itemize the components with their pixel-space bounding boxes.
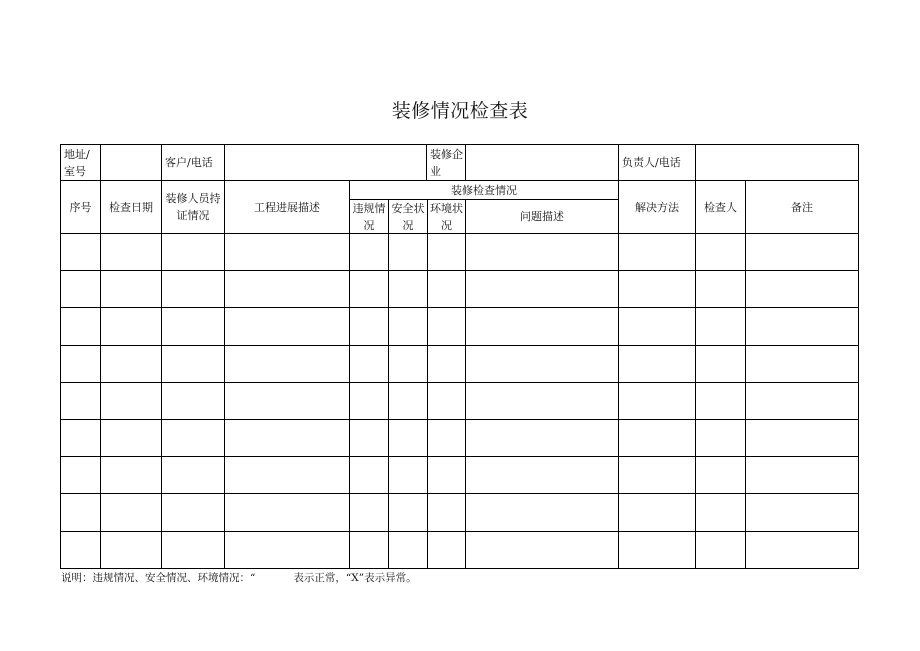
table-cell — [695, 419, 746, 457]
table-cell — [465, 382, 619, 420]
col-header-safety: 安全状况 — [388, 199, 428, 234]
table-cell — [100, 233, 162, 271]
client-value — [224, 144, 427, 181]
table-cell — [465, 233, 619, 271]
table-cell — [349, 233, 389, 271]
footnote-prefix: 说明：违规情况、安全情况、环境情况：“ — [61, 572, 256, 584]
table-cell — [427, 493, 466, 532]
document-title: 装修情况检查表 — [391, 100, 529, 122]
table-cell — [465, 531, 619, 569]
table-cell — [161, 493, 225, 532]
table-cell — [745, 419, 859, 457]
table-cell — [349, 270, 389, 308]
col-header-seq: 序号 — [60, 180, 101, 234]
table-cell — [60, 270, 101, 308]
table-cell — [60, 456, 101, 494]
table-cell — [224, 345, 350, 383]
table-cell — [224, 419, 350, 457]
col-header-problem: 问题描述 — [465, 199, 619, 234]
table-cell — [618, 456, 696, 494]
table-cell — [60, 493, 101, 532]
table-cell — [100, 382, 162, 420]
table-cell — [745, 382, 859, 420]
address-value — [100, 144, 162, 181]
table-cell — [465, 456, 619, 494]
table-cell — [161, 531, 225, 569]
table-cell — [695, 307, 746, 346]
table-cell — [349, 419, 389, 457]
table-cell — [60, 419, 101, 457]
table-cell — [427, 307, 466, 346]
table-cell — [427, 233, 466, 271]
table-cell — [618, 531, 696, 569]
table-cell — [745, 307, 859, 346]
table-cell — [695, 345, 746, 383]
col-header-staff-cert: 装修人员持证情况 — [161, 180, 225, 234]
table-cell — [161, 307, 225, 346]
table-cell — [60, 307, 101, 346]
col-header-environment: 环境状况 — [427, 199, 466, 234]
table-cell — [618, 493, 696, 532]
table-cell — [161, 270, 225, 308]
table-cell — [100, 493, 162, 532]
table-cell — [161, 456, 225, 494]
table-cell — [60, 233, 101, 271]
table-cell — [388, 531, 428, 569]
table-cell — [618, 233, 696, 271]
client-label: 客户/电话 — [161, 144, 225, 181]
table-cell — [60, 531, 101, 569]
table-cell — [388, 233, 428, 271]
table-cell — [465, 307, 619, 346]
manager-value — [695, 144, 859, 181]
table-cell — [224, 270, 350, 308]
table-cell — [745, 531, 859, 569]
table-cell — [161, 345, 225, 383]
col-header-solution: 解决方法 — [618, 180, 696, 234]
table-cell — [427, 270, 466, 308]
table-cell — [695, 382, 746, 420]
table-cell — [745, 345, 859, 383]
table-cell — [388, 270, 428, 308]
table-cell — [695, 233, 746, 271]
col-header-inspection-group: 装修检查情况 — [349, 180, 619, 200]
manager-label: 负责人/电话 — [618, 144, 696, 181]
company-label: 装修企业 — [426, 144, 466, 181]
col-header-progress: 工程进展描述 — [224, 180, 350, 234]
table-cell — [427, 531, 466, 569]
table-cell — [465, 270, 619, 308]
table-cell — [161, 419, 225, 457]
table-cell — [745, 456, 859, 494]
table-cell — [100, 531, 162, 569]
table-cell — [60, 345, 101, 383]
table-cell — [388, 345, 428, 383]
table-cell — [349, 345, 389, 383]
footnote — [61, 570, 417, 585]
table-cell — [100, 270, 162, 308]
table-cell — [745, 270, 859, 308]
table-cell — [224, 233, 350, 271]
table-cell — [618, 345, 696, 383]
table-cell — [349, 307, 389, 346]
table-cell — [465, 345, 619, 383]
table-cell — [100, 419, 162, 457]
table-cell — [388, 419, 428, 457]
table-cell — [224, 456, 350, 494]
table-cell — [618, 270, 696, 308]
table-cell — [695, 456, 746, 494]
company-value — [465, 144, 619, 181]
col-header-date: 检查日期 — [100, 180, 162, 234]
table-cell — [224, 531, 350, 569]
table-cell — [427, 419, 466, 457]
table-cell — [695, 531, 746, 569]
table-cell — [349, 531, 389, 569]
table-cell — [388, 493, 428, 532]
table-cell — [465, 493, 619, 532]
table-cell — [618, 382, 696, 420]
col-header-remarks: 备注 — [745, 180, 859, 234]
table-cell — [427, 382, 466, 420]
inspection-table — [61, 145, 859, 569]
table-cell — [224, 493, 350, 532]
footnote-suffix: 表示正常，“X”表示异常。 — [293, 572, 417, 584]
table-cell — [427, 345, 466, 383]
table-cell — [224, 382, 350, 420]
table-cell — [695, 493, 746, 532]
table-cell — [388, 456, 428, 494]
table-cell — [349, 493, 389, 532]
table-cell — [349, 456, 389, 494]
table-cell — [100, 456, 162, 494]
table-cell — [161, 233, 225, 271]
address-label: 地址/室号 — [60, 144, 101, 181]
table-cell — [224, 307, 350, 346]
table-cell — [100, 345, 162, 383]
table-cell — [349, 382, 389, 420]
table-cell — [465, 419, 619, 457]
table-cell — [60, 382, 101, 420]
table-cell — [618, 419, 696, 457]
table-cell — [161, 382, 225, 420]
table-cell — [745, 493, 859, 532]
table-cell — [388, 307, 428, 346]
table-cell — [388, 382, 428, 420]
table-cell — [745, 233, 859, 271]
table-cell — [100, 307, 162, 346]
table-cell — [618, 307, 696, 346]
table-cell — [695, 270, 746, 308]
col-header-violation: 违规情况 — [349, 199, 389, 234]
col-header-inspector: 检查人 — [695, 180, 746, 234]
table-cell — [427, 456, 466, 494]
